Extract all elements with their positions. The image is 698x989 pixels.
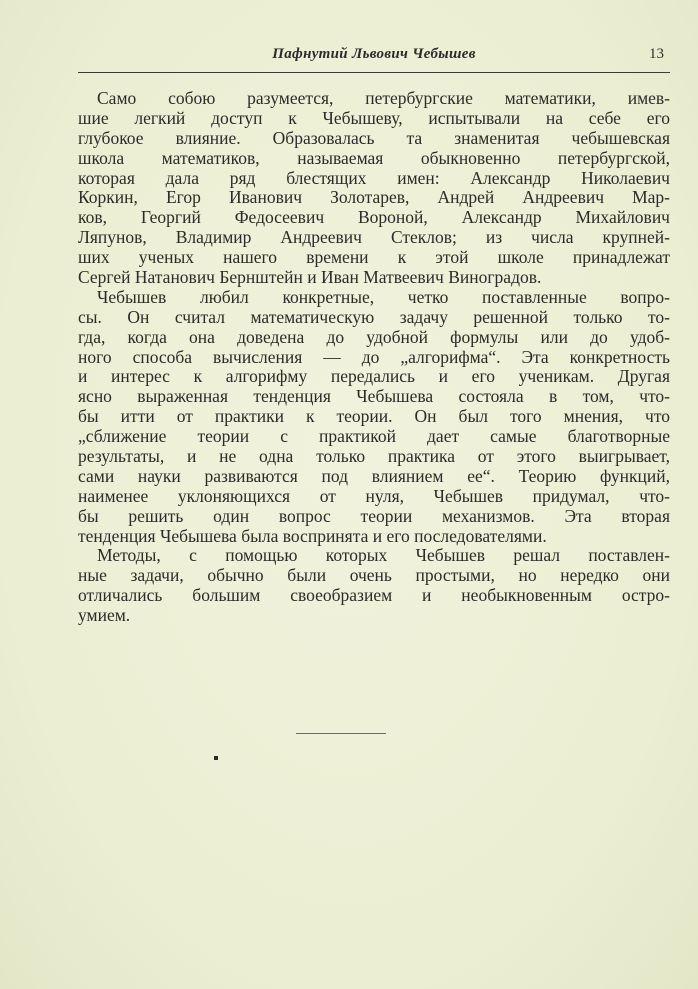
text-line: „сближение теории с практикой дает самые благотворные xyxy=(78,426,670,447)
text-line: и интерес к алгорифму передались и его ученикам. Другая xyxy=(78,366,670,387)
text-line: сами науки развиваются под влиянием ее“. Теорию функций, xyxy=(78,465,670,486)
text-line: ших ученых нашего времени к этой школе принадлежат xyxy=(78,247,670,268)
page-header xyxy=(78,46,670,68)
text-line: школа математиков, называемая обыкновенно петербургской, xyxy=(78,147,670,168)
text-line: гда, когда она доведена до удобной формулы или до удоб- xyxy=(78,326,670,347)
page-number: 13 xyxy=(649,46,664,62)
text-line: сы. Он считал математическую задачу решенной только то- xyxy=(78,306,670,327)
text-line: бы решить один вопрос теории механизмов. Эта вторая xyxy=(78,505,670,526)
scan-speck xyxy=(214,756,218,760)
text-line: Само собою разумеется, петербургские математики, имев- xyxy=(97,88,670,108)
text-line: шие легкий доступ к Чебышеву, испытывали на себе его xyxy=(78,107,670,128)
text-line: Методы, с помощью которых Чебышев решал поставлен- xyxy=(97,545,670,566)
text-line: наименее уклоняющихся от нуля, Чебышев придумал, что- xyxy=(78,485,670,506)
text-line: ные задачи, обычно были очень простыми, но нередко они xyxy=(78,565,670,586)
text-line: Ляпунов, Владимир Андреевич Стеклов; из числа крупней- xyxy=(78,227,670,248)
text-line: умием. xyxy=(78,605,131,626)
running-title: Пафнутий Львович Чебышев xyxy=(272,46,476,62)
text-line: Коркин, Егор Иванович Золотарев, Андрей Андреевич Мар- xyxy=(78,187,670,208)
text-line: бы итти от практики к теории. Он был того мнения, что xyxy=(78,406,670,427)
text-line: отличались большим своеобразием и необыкновенным остро- xyxy=(78,585,670,606)
header-rule xyxy=(78,72,670,73)
paragraph xyxy=(78,288,670,547)
text-line: результаты, и не одна только практика от этого выигрывает, xyxy=(78,446,670,467)
text-line: ков, Георгий Федосеевич Вороной, Александр Михайлович xyxy=(78,207,670,228)
text-line: глубокое влияние. Образовалась та знаменитая чебышевская xyxy=(78,127,670,148)
text-line: тенденция Чебышева была воспринята и его последователями. xyxy=(78,525,547,546)
end-divider xyxy=(296,733,386,734)
text-line: которая дала ряд блестящих имен: Александр Николаевич xyxy=(78,167,670,188)
body-text xyxy=(78,89,670,626)
text-line: ного способа вычисления — до „алгорифма“. Эта конкретность xyxy=(78,346,670,367)
paragraph xyxy=(78,546,670,626)
text-line: Чебышев любил конкретные, четко поставленные вопро- xyxy=(97,286,670,307)
text-line: ясно выраженная тенденция Чебышева состояла в том, что- xyxy=(78,386,670,407)
text-line: Сергей Натанович Бернштейн и Иван Матвеевич Виноградов. xyxy=(78,267,542,288)
paragraph xyxy=(78,89,670,288)
